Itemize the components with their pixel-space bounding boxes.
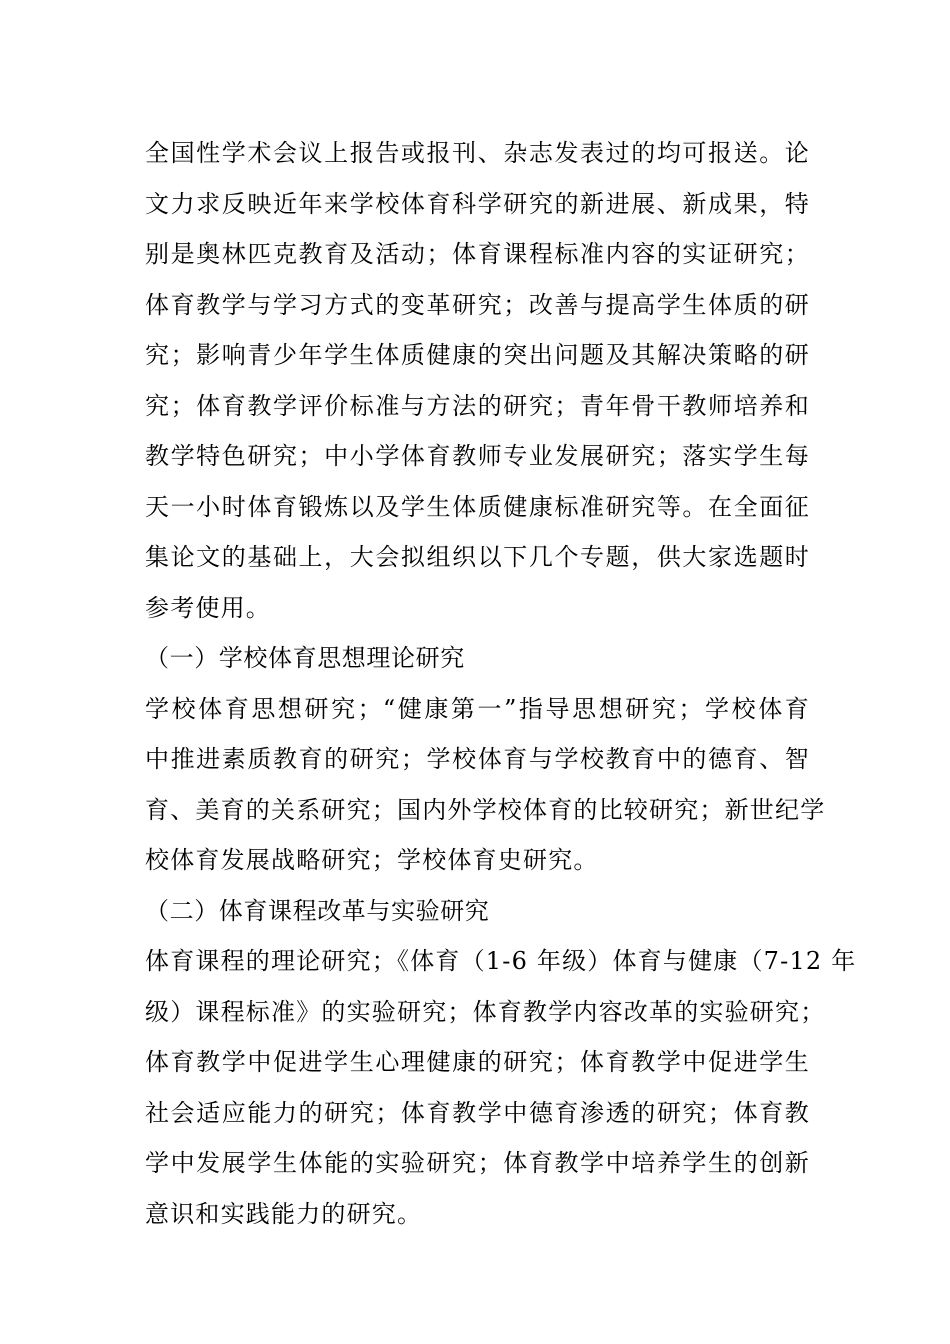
text-line: 集论文的基础上，大会拟组织以下几个专题，供大家选题时 — [145, 543, 810, 571]
section-heading-2: （二）体育课程改革与实验研究 — [145, 896, 490, 925]
text-line: 文力求反映近年来学校体育科学研究的新进展、新成果，特 — [145, 189, 810, 218]
text-line: 育、美育的关系研究；国内外学校体育的比较研究；新世纪学 — [145, 795, 826, 824]
text-line: 社会适应能力的研究；体育教学中德育渗透的研究；体育教 — [145, 1098, 810, 1127]
text-line: 参考使用。 — [145, 593, 271, 622]
document-body — [145, 128, 857, 1239]
text-line: 校体育发展战略研究；学校体育史研究。 — [145, 846, 599, 874]
text-line: 全国性学术会议上报告或报刊、杂志发表过的均可报送。论 — [145, 139, 810, 167]
text-line: 级）课程标准》的实验研究；体育教学内容改革的实验研究； — [145, 997, 826, 1026]
text-line: 别是奥林匹克教育及活动；体育课程标准内容的实证研究； — [145, 240, 810, 268]
text-line: 教学特色研究；中小学体育教师专业发展研究；落实学生每 — [145, 442, 810, 470]
section-2-paragraph — [145, 936, 857, 1239]
text-line: 体育教学中促进学生心理健康的研究；体育教学中促进学生 — [145, 1048, 810, 1076]
section-heading-1: （一）学校体育思想理论研究 — [145, 644, 465, 672]
text-line: 意识和实践能力的研究。 — [145, 1199, 423, 1228]
text-line: 体育课程的理论研究；《体育（1-6 年级）体育与健康（7-12 年 — [145, 947, 857, 975]
text-line: 究；体育教学评价标准与方法的研究；青年骨干教师培养和 — [145, 391, 810, 420]
text-line: 学校体育思想研究；“健康第一”指导思想研究；学校体育 — [145, 694, 810, 723]
text-line: 体育教学与学习方式的变革研究；改善与提高学生体质的研 — [145, 290, 810, 319]
text-line: 究；影响青少年学生体质健康的突出问题及其解决策略的研 — [145, 341, 810, 369]
intro-paragraph — [145, 128, 810, 633]
text-line: 中推进素质教育的研究；学校体育与学校教育中的德育、智 — [145, 745, 810, 773]
text-line: 学中发展学生体能的实验研究；体育教学中培养学生的创新 — [145, 1149, 810, 1177]
section-1-paragraph — [145, 684, 826, 886]
text-line: 天一小时体育锻炼以及学生体质健康标准研究等。在全面征 — [145, 492, 810, 521]
